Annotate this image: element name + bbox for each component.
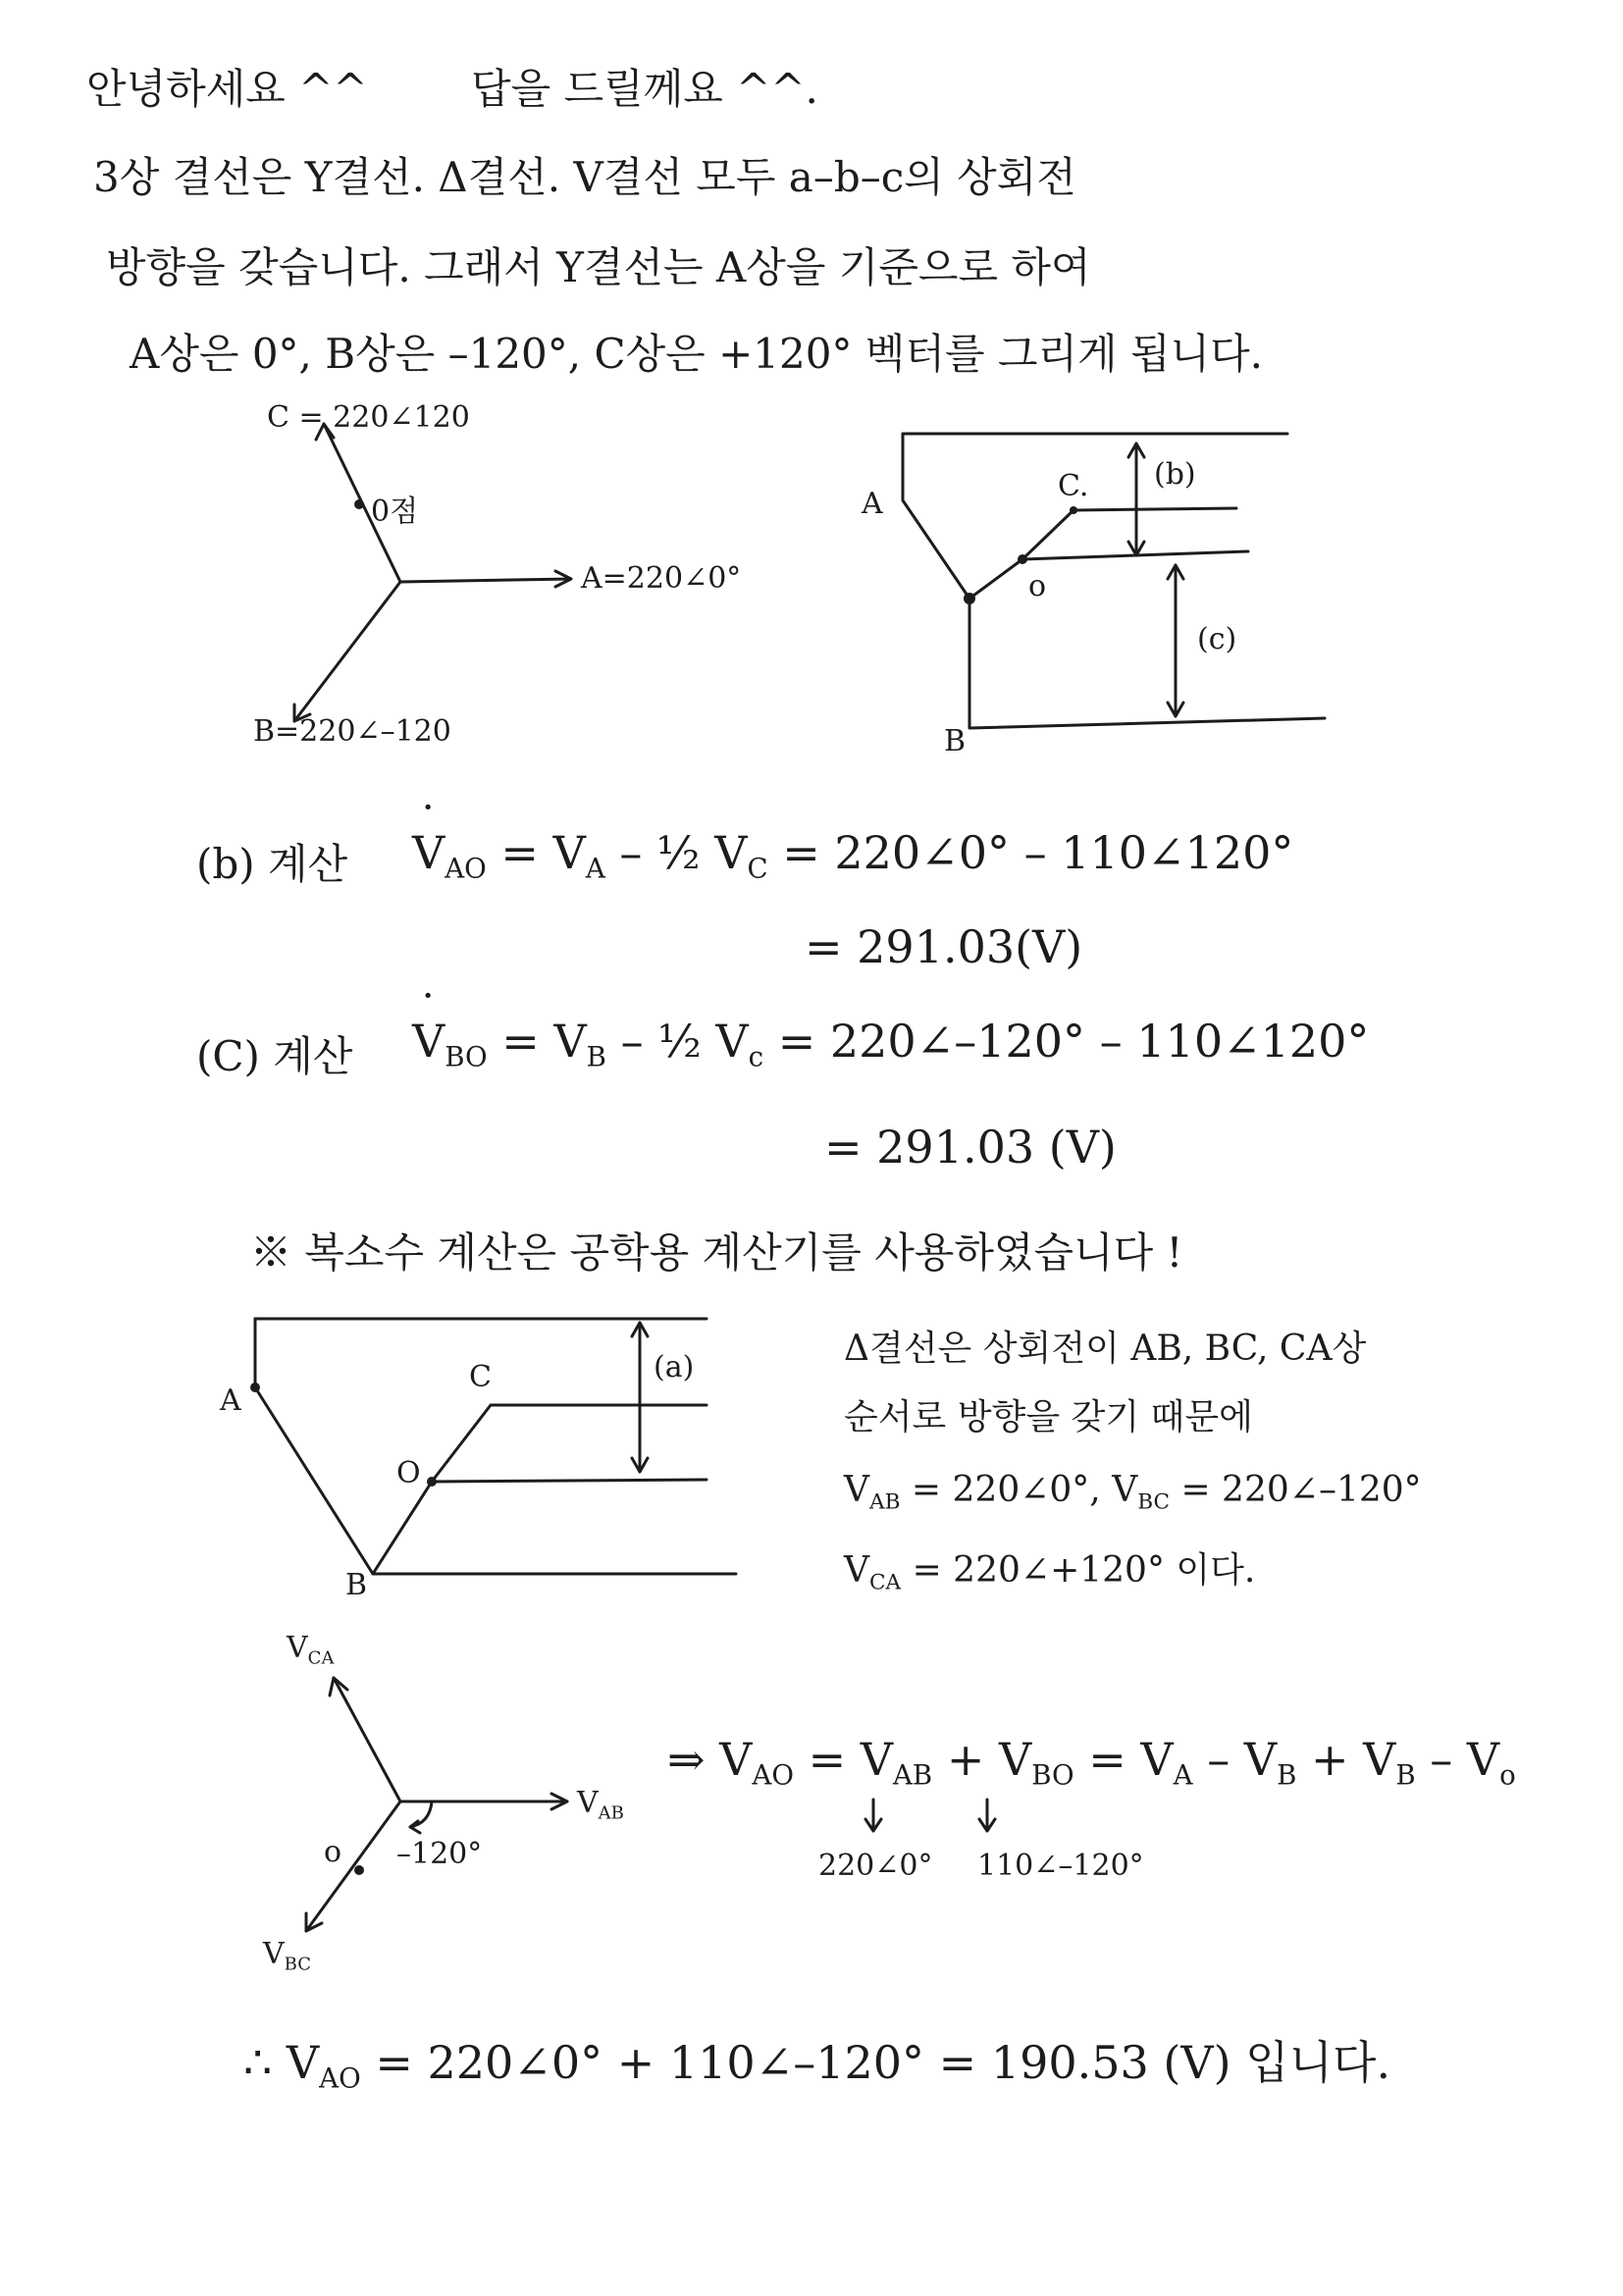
under-value-2: 110∠–120° — [977, 1849, 1144, 1883]
calc-c-equation — [412, 1015, 1369, 1073]
greeting: 안녕하세요 ^^ — [86, 65, 368, 113]
delta-text-line-1: Δ결선은 상회전이 AB, BC, CA상 — [844, 1329, 1367, 1369]
vconn1-o-label: o — [1028, 569, 1047, 603]
vca-value: = 220∠+120° 이다. — [912, 1550, 1256, 1591]
phasor-c-label: C = 220∠120 — [267, 400, 470, 435]
vbc-value: = 220∠–120° — [1180, 1470, 1422, 1510]
calc-b-expr-mid: – ½ V — [619, 826, 748, 879]
intro-line-3: A상은 0°, B상은 –120°, C상은 +120° 벡터를 그리게 됩니다. — [130, 330, 1264, 378]
phasor-b-line — [294, 582, 400, 721]
calc-c-label: (C) 계산 — [196, 1032, 353, 1080]
zero-point-label: 0점 — [371, 495, 419, 529]
therefore-symbol: ∴ — [243, 2036, 273, 2089]
conclusion-equation: ∴ $V_{AO}$ = 220∠0° + 110∠–120° = 190.53 (V) 입니다. — [243, 2036, 1391, 2095]
dim-b-label: (b) — [1154, 457, 1196, 492]
delta-text-line-4 — [844, 1542, 1255, 1595]
phasor-b-label: B=220∠–120 — [253, 714, 451, 749]
phasor-a-label: A=220∠0° — [581, 561, 742, 596]
calc-c-lhs-sub: BO — [445, 1040, 488, 1073]
vab-value: = 220∠0°, V — [911, 1470, 1138, 1510]
calc-c-rhs: = 220∠–120° – 110∠120° — [777, 1015, 1370, 1068]
calc-c-result: = 291.03 (V) — [824, 1121, 1117, 1174]
intro-line-2: 방향을 갖습니다. 그래서 Y결선는 A상을 기준으로 하여 — [106, 243, 1091, 291]
delta-text-line-3 — [844, 1470, 1422, 1515]
vconn1-a-label: A — [862, 487, 883, 521]
calc-b-expr-sub1: A — [585, 852, 605, 885]
conclusion-rest: = 220∠0° + 110∠–120° = 190.53 (V) 입니다. — [375, 2036, 1391, 2089]
vbc-label: $V_{BC}$ — [263, 1937, 312, 1975]
vconn2-o-label: O — [396, 1456, 421, 1490]
vab-sub: AB — [869, 1489, 901, 1515]
calc-b-equation — [412, 826, 1293, 885]
intro-line-1: 3상 결선은 Y결선. Δ결선. V결선 모두 a–b–c의 상회전 — [93, 153, 1076, 201]
calc-c-expr-sub2: c — [748, 1040, 764, 1073]
vca-label: $V_{CA}$ — [287, 1631, 335, 1669]
vconn1-c-label: C. — [1058, 469, 1089, 503]
angle-label: –120° — [396, 1837, 483, 1871]
v-connection-diagram-1 — [864, 422, 1335, 756]
calc-b-lhs-sub: AO — [445, 852, 487, 885]
calc-b-expr: = V — [500, 826, 586, 879]
dim-a-label: (a) — [654, 1350, 695, 1384]
calc-c-expr: = V — [501, 1015, 587, 1068]
zero-point-dot — [354, 499, 364, 509]
phasor-a-line — [400, 579, 571, 582]
vconn1-b-label: B — [944, 724, 967, 758]
implies-arrow: ⇒ — [667, 1733, 706, 1786]
calc-c-lhs: ˙ V — [412, 1015, 445, 1068]
answer-intro: 답을 드릴께요 ^^. — [471, 65, 818, 113]
vconn2-b-label: B — [345, 1568, 368, 1602]
under-value-1: 220∠0° — [818, 1849, 933, 1883]
vab-symbol: V — [844, 1470, 869, 1510]
v-connection-diagram-2 — [216, 1303, 746, 1597]
calc-c-expr-mid: – ½ V — [620, 1015, 749, 1068]
calc-c-expr-sub1: B — [586, 1040, 606, 1073]
vca-sub: CA — [869, 1570, 902, 1595]
calc-b-result: = 291.03(V) — [805, 920, 1083, 973]
calc-b-rhs: = 220∠0° – 110∠120° — [782, 826, 1294, 879]
dim-c-label: (c) — [1197, 622, 1237, 656]
vab-label: $V_{AB}$ — [577, 1786, 624, 1824]
vconn2-a-label: A — [220, 1383, 241, 1418]
calc-b-expr-sub2: C — [747, 852, 768, 885]
phasor2-o-label: o — [324, 1835, 342, 1869]
final-equation: ⇒ $V_{AO} = V_{AB} + V_{BO} = V_A - V_B + V_B - V_o$ — [667, 1733, 1516, 1792]
vbc-sub: BC — [1137, 1489, 1170, 1515]
calculator-note: ※ 복소수 계산은 공학용 계산기를 사용하였습니다 ! — [250, 1228, 1183, 1277]
vconn2-c-label: C — [469, 1360, 492, 1394]
calc-b-label: (b) 계산 — [196, 840, 348, 888]
vca-symbol: V — [844, 1550, 869, 1591]
delta-text-line-2: 순서로 방향을 갖기 때문에 — [844, 1397, 1253, 1437]
phasor-diagram-delta — [294, 1648, 608, 1943]
calc-b-lhs: ˙ V — [412, 826, 445, 879]
down-arrows — [864, 1796, 1021, 1845]
